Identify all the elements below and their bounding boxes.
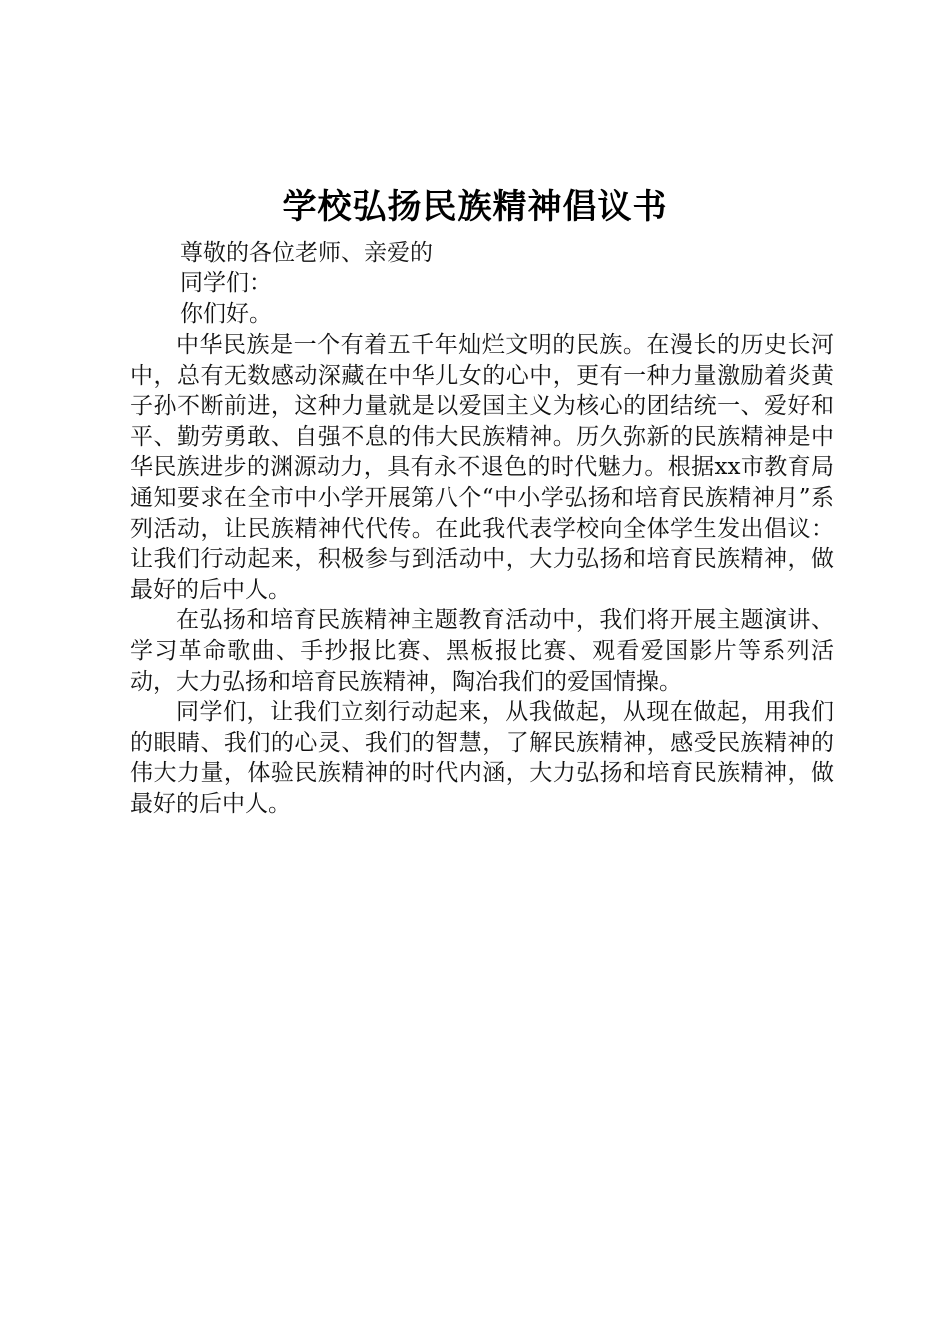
paragraph-2: 在弘扬和培育民族精神主题教育活动中，我们将开展主题演讲、学习革命歌曲、手抄报比赛、黑板报比赛、观看爱国影片等系列活动，大力弘扬和培育民族精神，陶冶我们的爱国情操。: [130, 607, 834, 695]
salutation-line-1: 尊敬的各位老师、亲爱的: [180, 240, 433, 266]
salutation-line-2: 同学们：: [180, 270, 272, 296]
document-body: [130, 330, 834, 820]
document-title: 学校弘扬民族精神倡议书: [282, 187, 668, 227]
paragraph-3: 同学们，让我们立刻行动起来，从我做起，从现在做起，用我们的眼睛、我们的心灵、我们的智慧，了解民族精神，感受民族精神的伟大力量，体验民族精神的时代内涵，大力弘扬和培育民族精神，做最好的后中人。: [130, 699, 834, 817]
paragraph-1: 中华民族是一个有着五千年灿烂文明的民族。在漫长的历史长河中，总有无数感动深藏在中华儿女的心中，更有一种力量激励着炎黄子孙不断前进，这种力量就是以爱国主义为核心的团结统一、爱好和平、勤劳勇敢、自强不息的伟大民族精神。历久弥新的民族精神是中华民族进步的渊源动力，具有永不退色的时代魅力。根据xx市教育局通知要求在全市中小学开展第八个“中小学弘扬和培育民族精神月”系列活动，让民族精神代代传。在此我代表学校向全体学生发出倡议：让我们行动起来，积极参与到活动中，大力弘扬和培育民族精神，做最好的后中人。: [130, 332, 834, 603]
greeting: 你们好。: [180, 301, 272, 327]
